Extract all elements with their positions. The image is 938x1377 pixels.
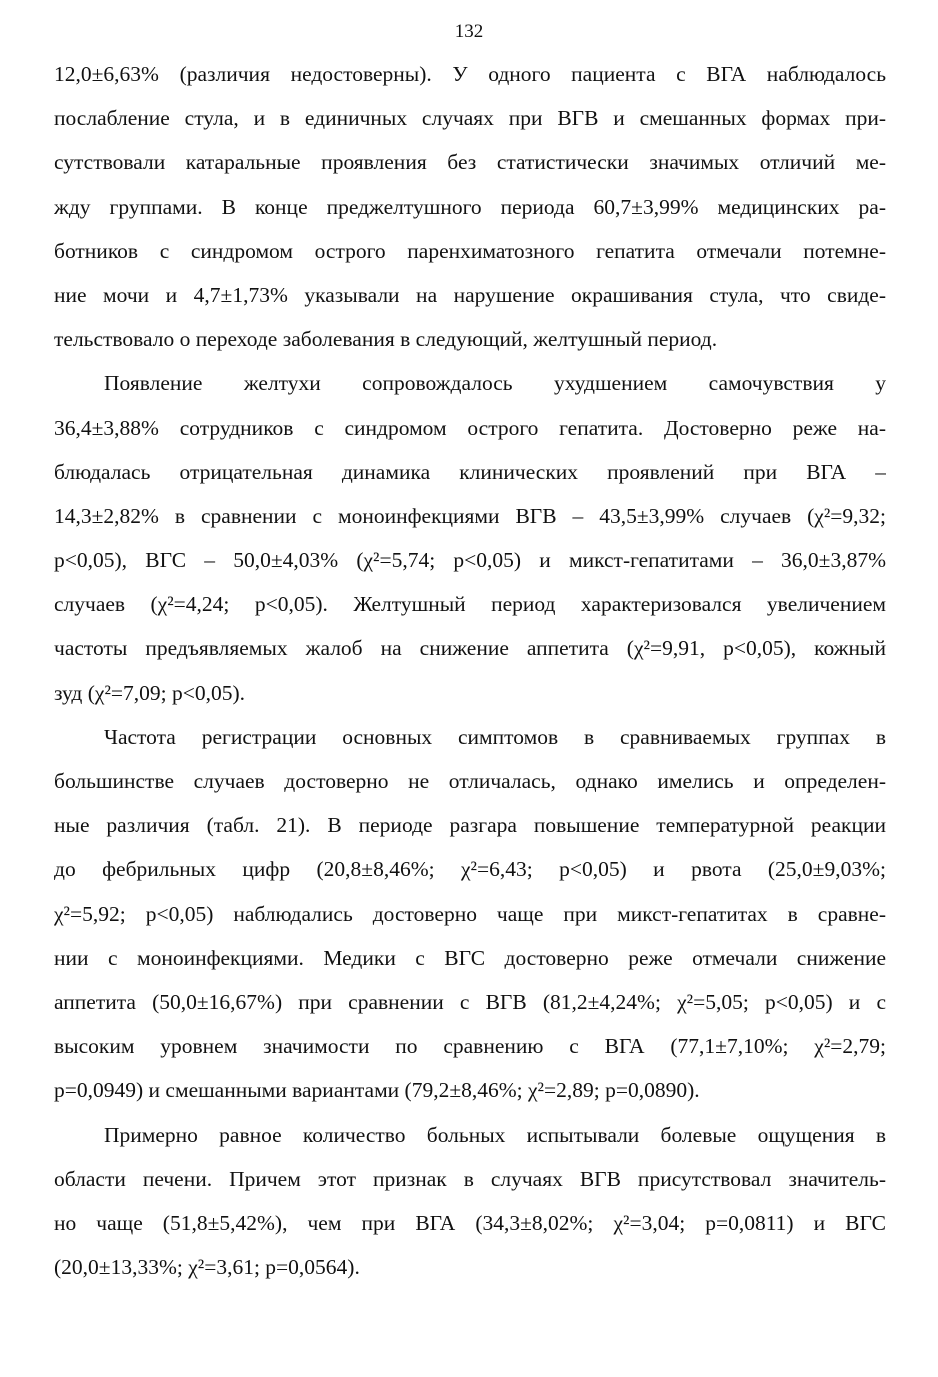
text-line: χ²=5,92; p<0,05) наблюдались достоверно чаще при микст-гепатитах в сравне-: [54, 901, 886, 926]
text-line: ные различия (табл. 21). В периоде разгара повышение температурной реакции: [54, 813, 886, 838]
text-line: блюдалась отрицательная динамика клинических проявлений при ВГА –: [54, 459, 886, 484]
paragraph-1: [54, 52, 886, 361]
text-line: нии с моноинфекциями. Медики с ВГС достоверно реже отмечали снижение: [54, 945, 886, 970]
text-line: тельствовало о переходе заболевания в следующий, желтушный период.: [54, 327, 718, 352]
text-line: высоким уровнем значимости по сравнению с ВГА (77,1±7,10%; χ²=2,79;: [54, 1034, 886, 1059]
paragraph-3: [54, 715, 886, 1113]
text-line: Частота регистрации основных симптомов в сравниваемых группах в: [104, 724, 886, 749]
text-line: большинстве случаев достоверно не отличалась, однако имелись и определен-: [54, 769, 886, 793]
text-line: ботников с синдромом острого паренхиматозного гепатита отмечали потемне-: [54, 238, 886, 263]
text-line: жду группами. В конце преджелтушного периода 60,7±3,99% медицинских ра-: [54, 194, 886, 219]
text-line: p=0,0949) и смешанными вариантами (79,2±8,46%; χ²=2,89; p=0,0890).: [54, 1078, 700, 1103]
text-line: зуд (χ²=7,09; p<0,05).: [54, 680, 246, 705]
body-text: [54, 52, 886, 1289]
text-line: ние мочи и 4,7±1,73% указывали на нарушение окрашивания стула, что свиде-: [54, 282, 886, 307]
text-line: случаев (χ²=4,24; p<0,05). Желтушный период характеризовался увеличением: [54, 592, 886, 617]
page-number: 132: [454, 21, 484, 42]
text-line: Появление желтухи сопровождалось ухудшением самочувствия у: [104, 371, 886, 396]
text-line: Примерно равное количество больных испытывали болевые ощущения в: [104, 1122, 886, 1147]
text-line: (20,0±13,33%; χ²=3,61; p=0,0564).: [54, 1255, 360, 1280]
text-line: 36,4±3,88% сотрудников с синдромом острого гепатита. Достоверно реже на-: [54, 415, 886, 440]
text-line: частоты предъявляемых жалоб на снижение аппетита (χ²=9,91, p<0,05), кожный: [54, 636, 886, 661]
text-line: 12,0±6,63% (различия недостоверны). У одного пациента с ВГА наблюдалось: [54, 62, 886, 86]
text-line: области печени. Причем этот признак в случаях ВГВ присутствовал значитель-: [54, 1166, 886, 1191]
text-line: сутствовали катаральные проявления без статистически значимых отличий ме-: [54, 150, 886, 175]
text-line: до фебрильных цифр (20,8±8,46%; χ²=6,43; p<0,05) и рвота (25,0±9,03%;: [54, 857, 886, 882]
text-line: аппетита (50,0±16,67%) при сравнении с ВГВ (81,2±4,24%; χ²=5,05; p<0,05) и с: [54, 989, 886, 1014]
text-line: но чаще (51,8±5,42%), чем при ВГА (34,3±8,02%; χ²=3,04; p=0,0811) и ВГС: [54, 1210, 886, 1235]
text-line: p<0,05), ВГС – 50,0±4,03% (χ²=5,74; p<0,05) и микст-гепатитами – 36,0±3,87%: [54, 548, 886, 573]
text-line: послабление стула, и в единичных случаях при ВГВ и смешанных формах при-: [54, 106, 886, 131]
paragraph-2: [54, 361, 886, 715]
paragraph-4: [54, 1113, 886, 1290]
text-line: 14,3±2,82% в сравнении с моноинфекциями ВГВ – 43,5±3,99% случаев (χ²=9,32;: [54, 503, 886, 528]
